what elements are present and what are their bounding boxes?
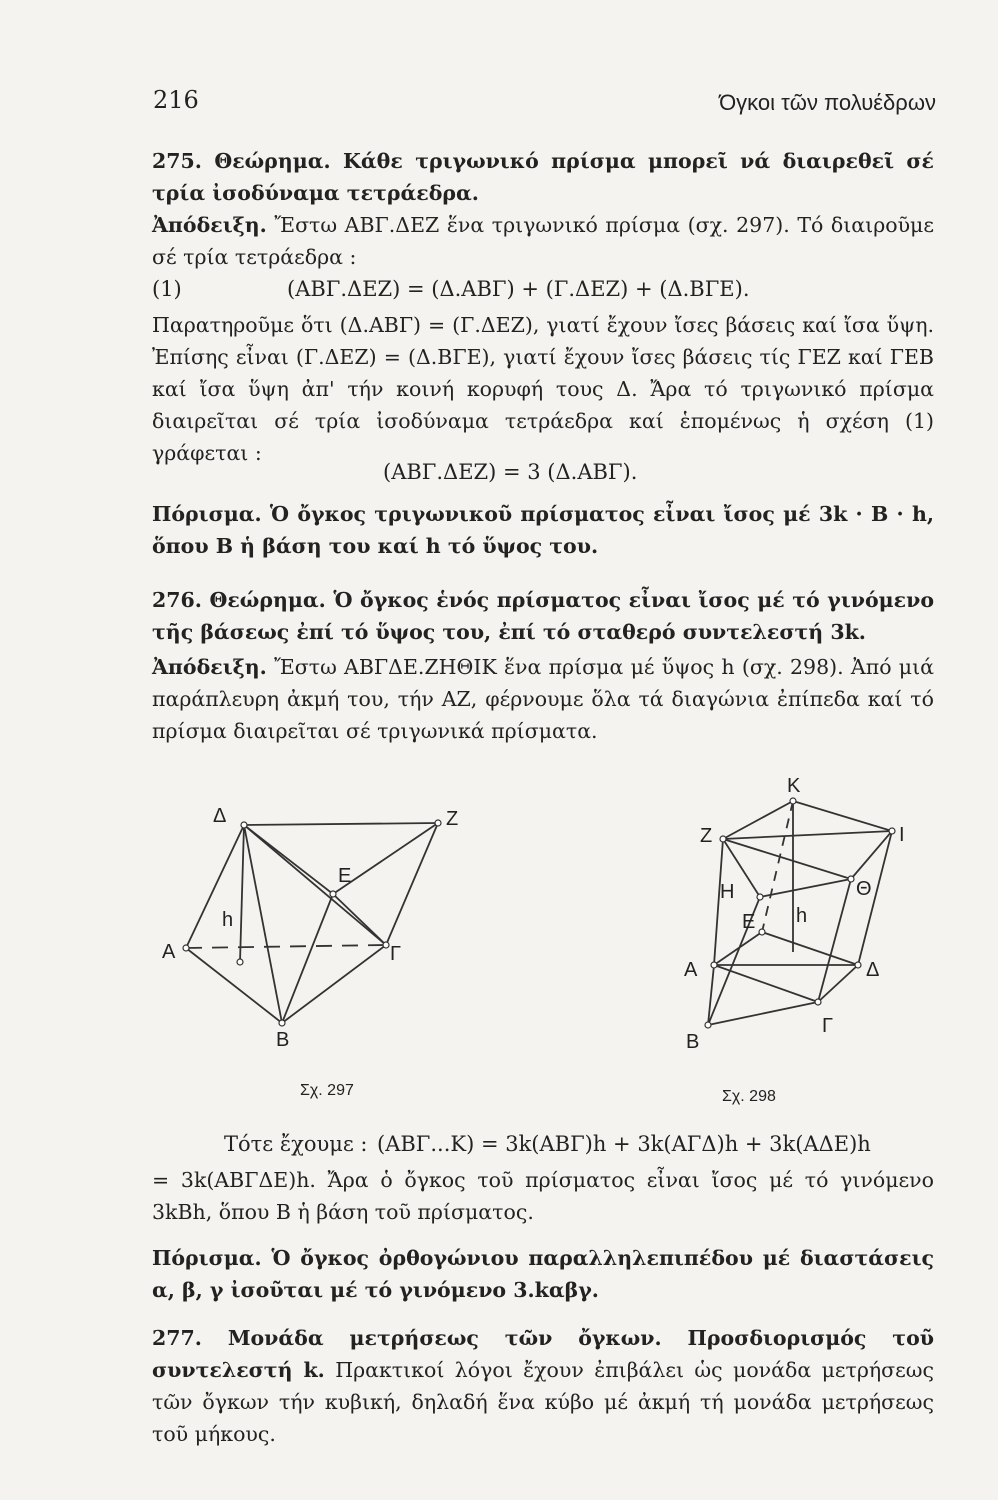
label-h: h — [222, 909, 234, 931]
height-line — [240, 825, 244, 962]
proof-276-label: Ἀπόδειξη. — [152, 655, 267, 679]
proof-275 — [152, 209, 934, 273]
corollary-276: Πόρισμα. Ὁ ὄγκος ὀρθογώνιου παραλληλεπιπέδου μέ διαστάσεις α, β, γ ἰσοῦται μέ τό γινόμενο 3.kαβγ. — [152, 1246, 934, 1302]
equation-1-label: (1) — [152, 277, 182, 301]
height-foot — [237, 959, 243, 965]
vertex-G — [815, 999, 821, 1005]
after-equation: (ΑΒΓ...Κ) = 3k(ΑΒΓ)h + 3k(ΑΓΔ)h + 3k(ΑΔΕ)h — [377, 1132, 871, 1156]
vertex-B — [705, 1022, 711, 1028]
vertex-K — [790, 798, 796, 804]
equation-1: (ΑΒΓ.ΔΕΖ) = (Δ.ΑΒΓ) + (Γ.ΔΕΖ) + (Δ.ΒΓΕ). — [287, 277, 750, 301]
hidden-edge-KE — [762, 801, 793, 932]
diagonal-ZTh — [723, 839, 851, 879]
figure-297 — [150, 800, 470, 1060]
theorem-275-title: 275. Θεώρημα. Κάθε τριγωνικό πρίσμα μπορεῖ νά διαιρεθεῖ σέ τρία ἰσοδύναμα τετράεδρα. — [152, 149, 934, 205]
proof-275-text: Ἔστω ΑΒΓ.ΔΕΖ ἕνα τριγωνικό πρίσμα (σχ. 297). Τό διαιροῦμε σέ τρία τετράεδρα : — [152, 213, 934, 269]
edge-ThH — [760, 879, 851, 897]
diagonal-DG — [244, 825, 386, 945]
running-title: Όγκοι τῶν πολυέδρων — [719, 90, 936, 115]
label-Th: Θ — [856, 878, 872, 900]
label-A: A — [684, 959, 698, 981]
edge-DZ — [244, 823, 438, 825]
after-label: Τότε ἔχουμε : — [224, 1132, 368, 1156]
hidden-edge-AG — [186, 945, 386, 948]
vertex-E — [759, 929, 765, 935]
label-G: Γ — [822, 1015, 834, 1037]
label-K: K — [787, 775, 801, 797]
section-277 — [152, 1322, 934, 1450]
edge-GD — [818, 965, 858, 1002]
proof-276 — [152, 651, 934, 747]
label-I: I — [899, 824, 905, 846]
vertex-Z — [435, 820, 441, 826]
label-D: Δ — [213, 805, 227, 827]
label-Z: Z — [446, 808, 459, 830]
caption-298: Σχ. 298 — [722, 1088, 776, 1105]
proof-276-text: Ἔστω ΑΒΓΔΕ.ΖΗΘΙΚ ἕνα πρίσμα μέ ὕψος h (σχ. 298). Ἀπό μιά παράπλευρη ἀκμή του, τήν ΑΖ, φέρνουμε ὅλα τά διαγώνια ἐπίπεδα καί τό πρίσμα διαιρεῖται σέ τριγωνικά πρίσματα. — [152, 655, 934, 743]
diagonal-AG — [714, 965, 818, 1002]
vertex-H — [757, 894, 763, 900]
vertex-B — [279, 1020, 285, 1026]
edge-ED — [762, 932, 858, 965]
diagonal-DB — [244, 825, 282, 1023]
label-A: A — [162, 941, 176, 963]
vertex-A — [711, 962, 717, 968]
vertex-E — [330, 891, 336, 897]
edge-KI — [793, 801, 892, 831]
vertex-D — [241, 822, 247, 828]
caption-297: Σχ. 297 — [300, 1082, 354, 1099]
edge-KZ — [723, 801, 793, 839]
vertex-G — [383, 942, 389, 948]
label-E: E — [742, 911, 756, 933]
vertex-I — [889, 828, 895, 834]
vertex-Z — [720, 836, 726, 842]
edge-AE — [714, 932, 762, 965]
after-continuation: = 3k(ΑΒΓΔΕ)h. Ἄρα ὁ ὄγκος τοῦ πρίσματος εἶναι ἴσος μέ τό γινόμενο 3kBh, ὅπου B ἡ βάση τοῦ πρίσματος. — [152, 1168, 934, 1224]
label-Z: Z — [700, 825, 713, 847]
label-E: E — [338, 865, 352, 887]
edge-AB — [186, 948, 282, 1023]
label-H: H — [720, 881, 735, 903]
label-B: B — [686, 1031, 700, 1053]
figure-298 — [650, 770, 920, 1070]
diagonal-EG — [333, 894, 386, 945]
label-D: Δ — [866, 959, 880, 981]
label-G: Γ — [390, 943, 402, 965]
proof-275-label: Ἀπόδειξη. — [152, 213, 267, 237]
diagonal-ZI — [723, 831, 892, 839]
section-277-text: Πρακτικοί λόγοι ἔχουν ἐπιβάλει ὡς μονάδα μετρήσεως τῶν ὄγκων τήν κυβική, δηλαδή ἕνα κύβο μέ ἀκμή τή μονάδα μετρήσεως τοῦ μήκους. — [152, 1358, 934, 1446]
paragraph-275: Παρατηροῦμε ὅτι (Δ.ΑΒΓ) = (Γ.ΔΕΖ), γιατί ἔχουν ἴσες βάσεις καί ἴσα ὕψη. Ἐπίσης εἶναι (Γ.ΔΕΖ) = (Δ.ΒΓΕ), γιατί ἔχουν ἴσες βάσεις τίς ΓΕΖ καί ΓΕΒ καί ἴσα ὕψη ἀπ' τήν κοινή κορυφή τους Δ. Ἄρα τό τριγωνικό πρίσμα διαιρεῖται σέ τρία ἰσοδύναμα τετράεδρα καί ἑπομένως ἡ σχέση (1) γράφεται : — [152, 313, 934, 465]
label-h: h — [796, 905, 808, 927]
edge-DA — [186, 825, 244, 948]
section-277-title: 277. Μονάδα μετρήσεως τῶν ὄγκων. Προσδιορισμός τοῦ συντελεστή k. — [152, 1326, 934, 1382]
theorem-276-title: 276. Θεώρημα. Ὁ ὄγκος ἑνός πρίσματος εἶναι ἴσος μέ τό γινόμενο τῆς βάσεως ἐπί τό ὕψος του, ἐπί τό σταθερό συντελεστή 3k. — [152, 588, 934, 644]
edge-BG — [708, 1002, 818, 1025]
corollary-275: Πόρισμα. Ὁ ὄγκος τριγωνικοῦ πρίσματος εἶναι ἴσος μέ 3k · B · h, ὅπου B ἡ βάση του καί h τό ὕψος του. — [152, 502, 934, 558]
label-B: B — [276, 1029, 290, 1051]
page-number: 216 — [153, 86, 199, 114]
equation-2: (ΑΒΓ.ΔΕΖ) = 3 (Δ.ΑΒΓ). — [383, 460, 638, 484]
edge-ThG — [818, 879, 851, 1002]
vertex-D — [855, 962, 861, 968]
vertex-Th — [848, 876, 854, 882]
vertex-A — [183, 945, 189, 951]
